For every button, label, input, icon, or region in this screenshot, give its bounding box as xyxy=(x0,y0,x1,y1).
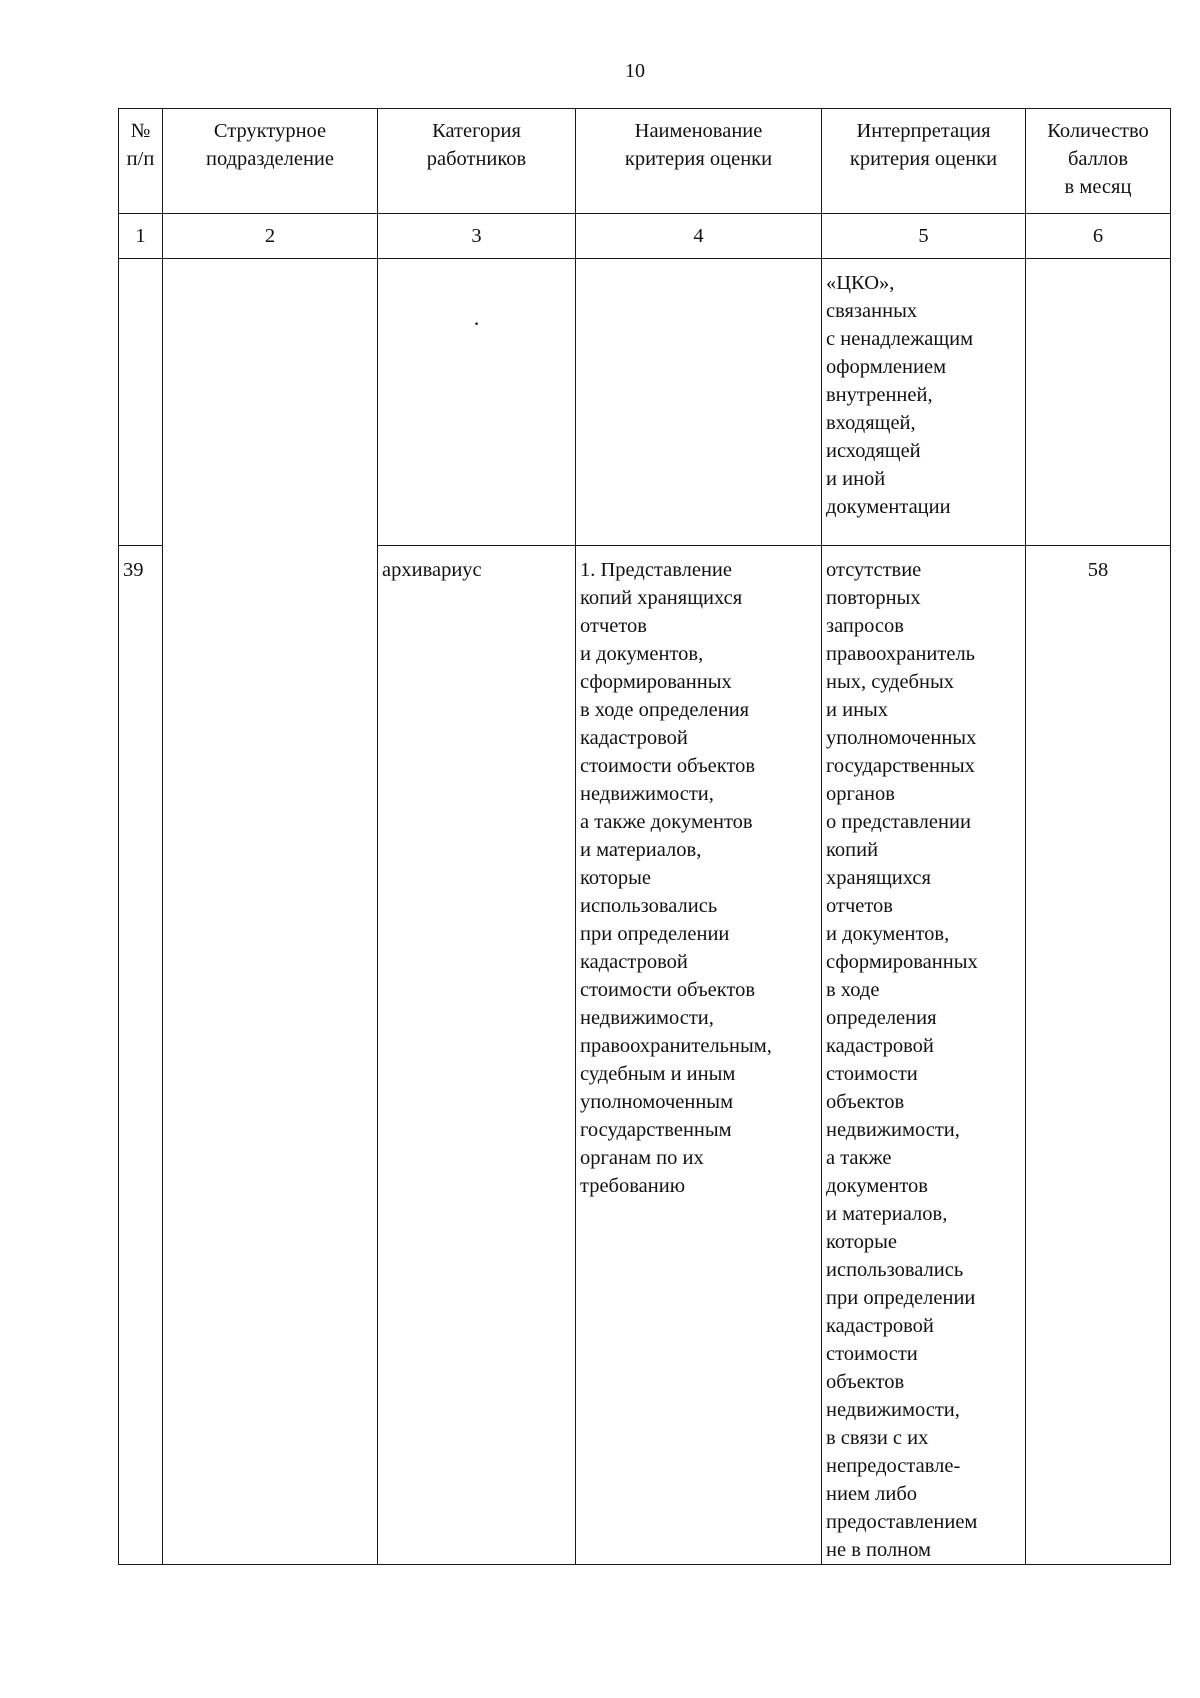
cell-number: 39 xyxy=(119,546,163,1565)
header-points: Количество баллов в месяц xyxy=(1026,109,1171,214)
column-number: 6 xyxy=(1026,214,1171,259)
column-number: 1 xyxy=(119,214,163,259)
header-criterion: Наименование критерия оценки xyxy=(576,109,822,214)
cell-criterion: 1. Представление копий хранящихся отчетов и документов, сформированных в ходе определения кадастровой стоимости объектов недвижимости, а также документов и материалов, которые использовались при определении кадастровой стоимости объектов недвижимости, правоохранительным, судебным и иным уполномоченным государственным органам по их требованию xyxy=(576,546,822,1565)
cell-criterion xyxy=(576,259,822,546)
column-number: 3 xyxy=(378,214,576,259)
criteria-table xyxy=(118,108,1171,1565)
cell-department xyxy=(163,259,378,1565)
page-number: 10 xyxy=(625,60,645,82)
table-header-row xyxy=(119,109,1171,214)
header-department: Структурное подразделение xyxy=(163,109,378,214)
header-category: Категория работников xyxy=(378,109,576,214)
cell-category: архивариус xyxy=(378,546,576,1565)
cell-category xyxy=(378,259,576,546)
table-row-continuation xyxy=(119,259,1171,546)
cell-number xyxy=(119,259,163,546)
cell-points xyxy=(1026,259,1171,546)
column-number: 4 xyxy=(576,214,822,259)
cell-interpretation: «ЦКО», связанных с ненадлежащим оформлением внутренней, входящей, исходящей и иной документации xyxy=(822,259,1026,546)
header-interpretation: Интерпретация критерия оценки xyxy=(822,109,1026,214)
header-number: № п/п xyxy=(119,109,163,214)
stray-mark: · xyxy=(472,311,481,336)
column-number-row xyxy=(119,214,1171,259)
cell-points: 58 xyxy=(1026,546,1171,1565)
column-number: 5 xyxy=(822,214,1026,259)
cell-interpretation: отсутствие повторных запросов правоохранитель ных, судебных и иных уполномоченных государственных органов о представлении копий хранящихся отчетов и документов, сформированных в ходе определения кадастровой стоимости объектов недвижимости, а также документов и материалов, которые использовались при определении кадастровой стоимости объектов недвижимости, в связи с их непредоставле- нием либо предоставлением не в полном xyxy=(822,546,1026,1565)
column-number: 2 xyxy=(163,214,378,259)
